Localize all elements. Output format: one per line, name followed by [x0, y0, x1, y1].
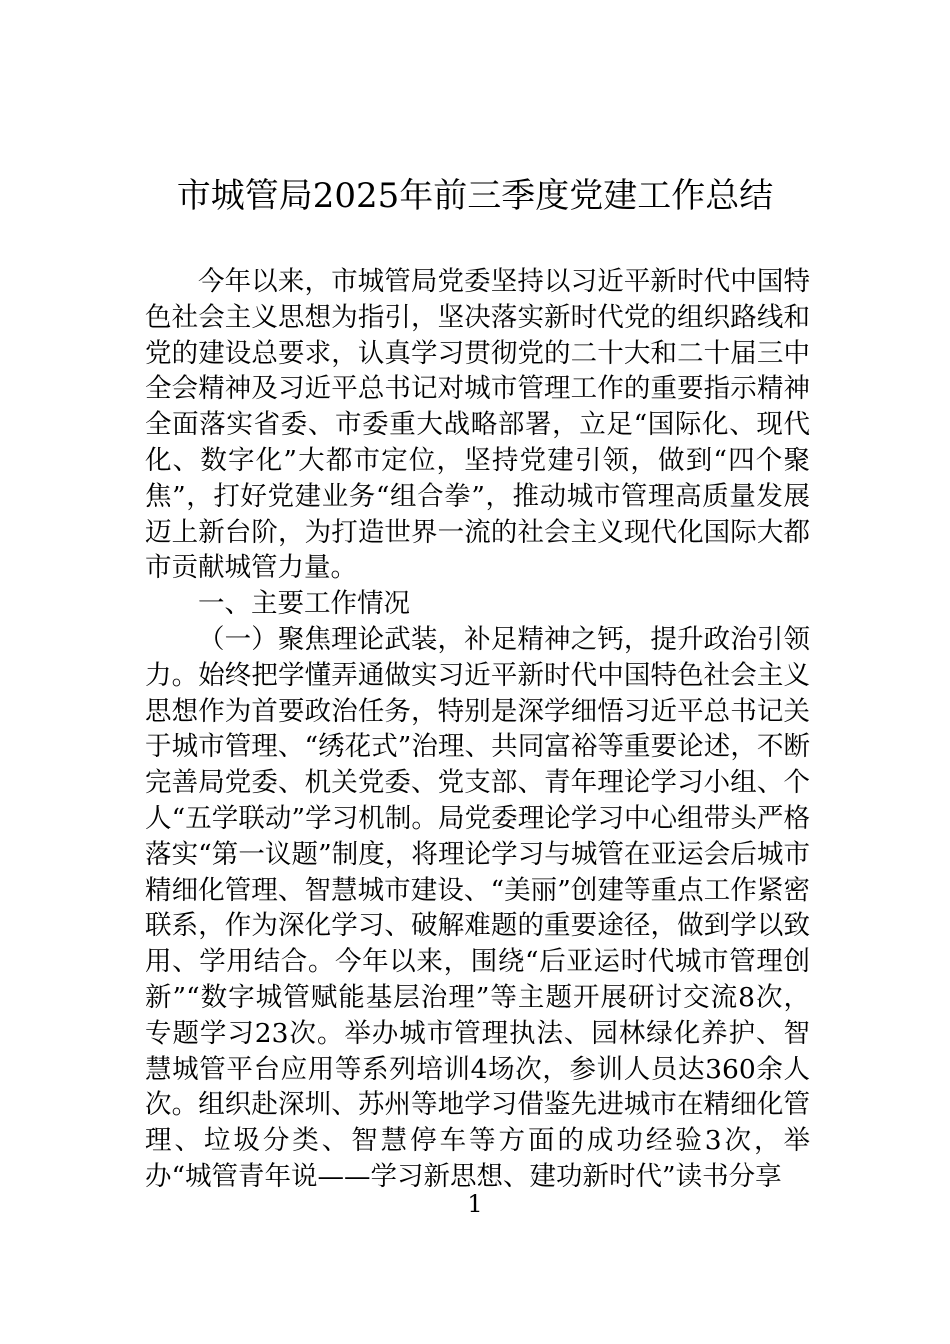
document-title: 市城管局2025年前三季度党建工作总结 — [176, 176, 774, 216]
intro-paragraph: 今年以来，市城管局党委坚持以习近平新时代中国特色社会主义思想为指引，坚决落实新时代党的组织路线和党的建设总要求，认真学习贯彻党的二十大和二十届三中全会精神及习近平总书记对城市管理工作的重要指示精神全面落实省委、市委重大战略部署，立足“国际化、现代化、数字化”大都市定位，坚持党建引领，做到“四个聚焦”，打好党建业务“组合拳”，推动城市管理高质量发展迈上新台阶，为打造世界一流的社会主义现代化国际大都市贡献城管力量。 — [145, 266, 810, 584]
section-heading: 一、主要工作情况 — [198, 588, 410, 620]
section-paragraph: （一）聚焦理论武装，补足精神之钙，提升政治引领力。始终把学懂弄通做实习近平新时代中国特色社会主义思想作为首要政治任务，特别是深学细悟习近平总书记关于城市管理、“绣花式”治理、共同富裕等重要论述，不断完善局党委、机关党委、党支部、青年理论学习小组、个人“五学联动”学习机制。局党委理论学习中心组带头严格落实“第一议题”制度，将理论学习与城管在亚运会后城市精细化管理、智慧城市建设、“美丽”创建等重点工作紧密联系，作为深化学习、破解难题的重要途径，做到学以致用、学用结合。今年以来，围绕“后亚运时代城市管理创新”“数字城管赋能基层治理”等主题开展研讨交流8次，专题学习23次。举办城市管理执法、园林绿化养护、智慧城管平台应用等系列培训4场次，参训人员达360余人次。组织赴深圳、苏州等地学习借鉴先进城市在精细化管理、垃圾分类、智慧停车等方面的成功经验3次，举办“城管青年说——学习新思想、建功新时代”读书分享 — [145, 623, 810, 1192]
intro-block — [145, 264, 810, 1195]
page-number: 1 — [467, 1190, 483, 1218]
